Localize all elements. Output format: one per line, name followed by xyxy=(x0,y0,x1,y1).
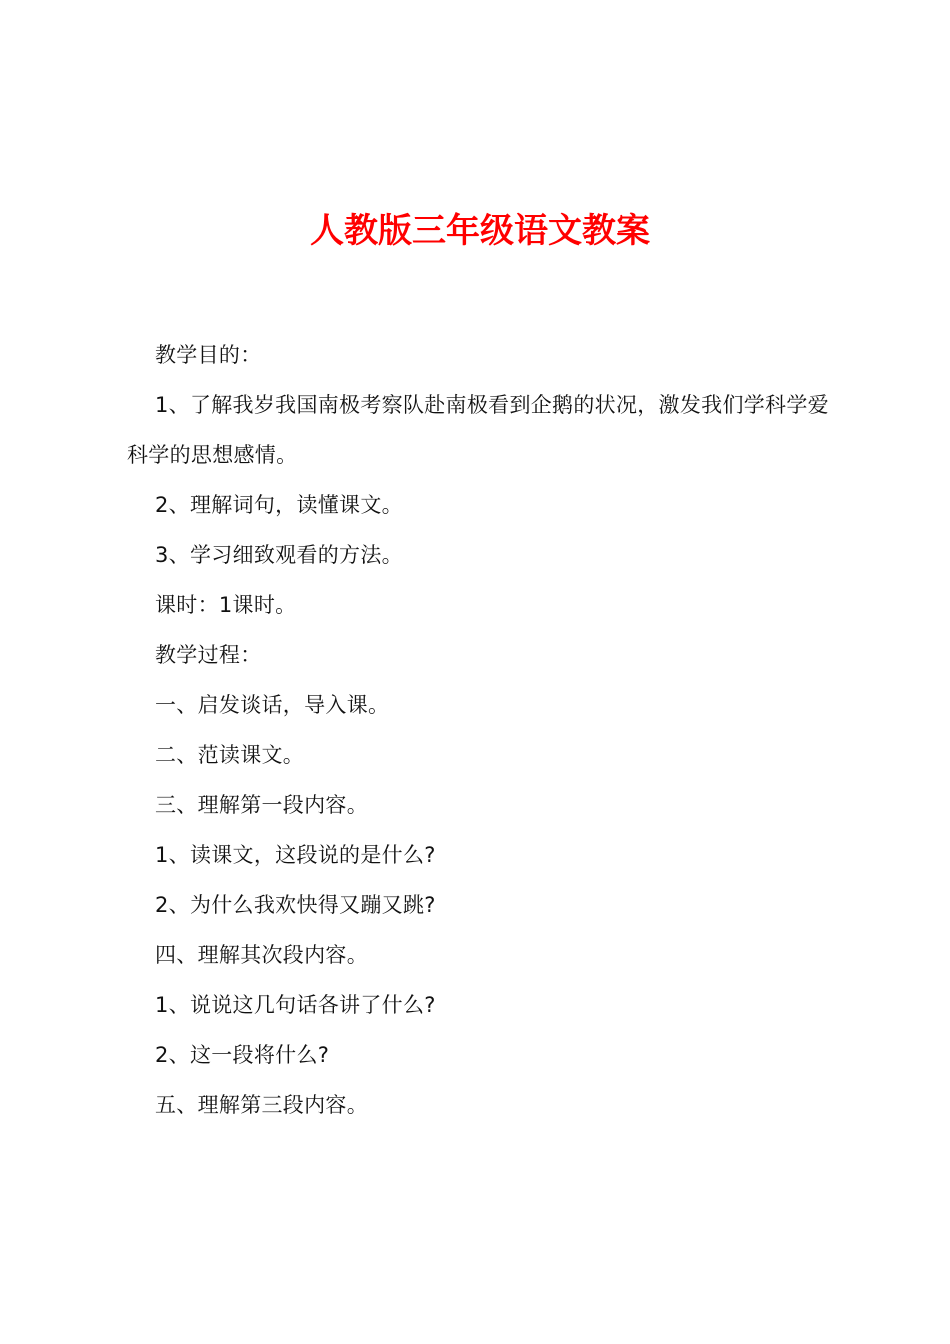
document-body xyxy=(127,330,837,1130)
document-title: 人教版三年级语文教案 xyxy=(310,211,650,251)
paragraph-step-3: 三、理解第一段内容。 xyxy=(155,793,368,817)
paragraph-step-4: 四、理解其次段内容。 xyxy=(155,943,368,967)
paragraph-goal-3: 3、学习细致观看的方法。 xyxy=(155,543,403,567)
paragraph-teaching-goals-heading: 教学目的： xyxy=(155,343,262,367)
paragraph-step-5: 五、理解第三段内容。 xyxy=(155,1093,368,1117)
paragraph-step-3-q2: 2、为什么我欢快得又蹦又跳? xyxy=(155,893,436,917)
paragraph-goal-1: 1、了解我岁我国南极考察队赴南极看到企鹅的状况，激发我们学科学爱科学的思想感情。 xyxy=(127,393,829,467)
paragraph-step-4-q1: 1、说说这几句话各讲了什么? xyxy=(155,993,436,1017)
paragraph-step-3-q1: 1、读课文，这段说的是什么? xyxy=(155,843,436,867)
paragraph-goal-2: 2、理解词句，读懂课文。 xyxy=(155,493,403,517)
paragraph-step-1: 一、启发谈话，导入课。 xyxy=(155,693,390,717)
paragraph-teaching-process-heading: 教学过程： xyxy=(155,643,262,667)
paragraph-step-4-q2: 2、这一段将什么? xyxy=(155,1043,330,1067)
paragraph-class-hours: 课时：1课时。 xyxy=(155,593,297,617)
paragraph-step-2: 二、范读课文。 xyxy=(155,743,305,767)
